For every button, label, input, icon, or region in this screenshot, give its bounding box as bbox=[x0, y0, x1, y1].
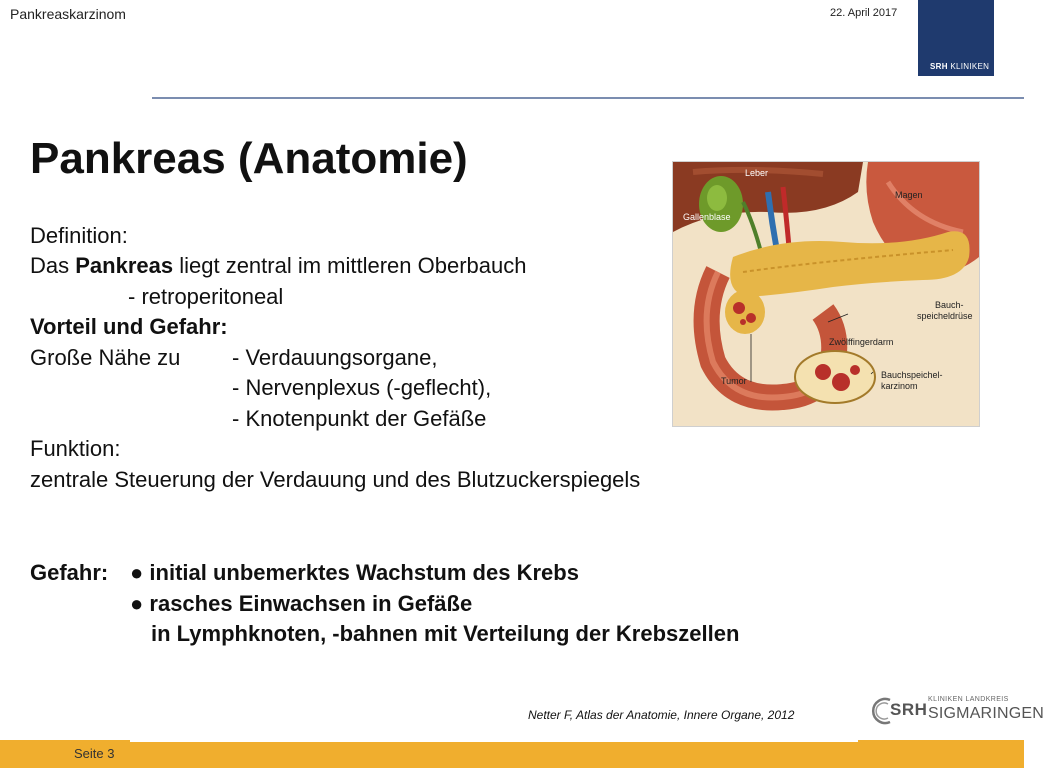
presentation-topic: Pankreaskarzinom bbox=[10, 6, 126, 22]
footer-bar bbox=[0, 740, 1024, 768]
carcinoma-spot bbox=[850, 365, 860, 375]
label-bauch-2: speicheldrüse bbox=[917, 311, 973, 321]
srh-kliniken-logo bbox=[918, 0, 994, 76]
naehe-item: - Verdauungsorgane, bbox=[232, 345, 438, 370]
label-magen: Magen bbox=[895, 190, 923, 200]
brand-bold: SRH bbox=[930, 62, 948, 71]
funktion-text: zentrale Steuerung der Verdauung und des Blutzuckerspiegels bbox=[30, 467, 641, 492]
slide-date: 22. April 2017 bbox=[830, 7, 898, 19]
gefahr-label: Gefahr: bbox=[30, 560, 109, 585]
label-karzinom-2: karzinom bbox=[881, 381, 918, 391]
naehe-label: Große Nähe zu bbox=[30, 345, 181, 370]
logo-srh-text: SRH bbox=[890, 700, 928, 719]
brand-rest: KLINIKEN bbox=[950, 62, 990, 71]
gefahr-item: ● initial unbemerktes Wachstum des Krebs bbox=[130, 560, 579, 585]
carcinoma-spot bbox=[832, 373, 850, 391]
funktion-label: Funktion: bbox=[30, 436, 121, 461]
footer-highlight-line bbox=[130, 740, 858, 742]
gefahr-item: in Lymphknoten, -bahnen mit Verteilung der Krebszellen bbox=[151, 621, 740, 646]
label-zwoelffingerdarm: Zwölffingerdarm bbox=[829, 337, 894, 347]
pancreas-head bbox=[725, 290, 765, 334]
header-divider bbox=[152, 97, 1024, 99]
label-tumor: Tumor bbox=[721, 376, 747, 386]
definition-pre: Das bbox=[30, 253, 76, 278]
definition-subpoint: - retroperitoneal bbox=[128, 284, 284, 309]
definition-text bbox=[30, 251, 526, 281]
logo-title: SIGMARINGEN bbox=[928, 705, 1044, 722]
srh-sigmaringen-logo bbox=[868, 692, 1044, 732]
carcinoma-spot bbox=[815, 364, 831, 380]
naehe-item: - Nervenplexus (-geflecht), bbox=[232, 375, 492, 400]
pancreas-anatomy-illustration bbox=[672, 161, 980, 427]
label-karzinom-1: Bauchspeichel- bbox=[881, 370, 943, 380]
gallbladder-highlight bbox=[707, 185, 727, 211]
definition-post: liegt zentral im mittleren Oberbauch bbox=[173, 253, 527, 278]
tumor-spot bbox=[746, 313, 756, 323]
anatomy-drawing bbox=[673, 162, 979, 426]
page-number: Seite 3 bbox=[74, 746, 115, 761]
label-bauch-1: Bauch- bbox=[935, 300, 964, 310]
definition-label: Definition: bbox=[30, 223, 128, 248]
slide-title: Pankreas (Anatomie) bbox=[30, 134, 468, 183]
logo-subtitle: KLINIKEN LANDKREIS bbox=[928, 696, 1009, 703]
naehe-item: - Knotenpunkt der Gefäße bbox=[232, 406, 487, 431]
source-citation: Netter F, Atlas der Anatomie, Innere Organe, 2012 bbox=[528, 708, 795, 722]
label-gallenblase: Gallenblase bbox=[683, 212, 731, 222]
gefahr-item: ● rasches Einwachsen in Gefäße bbox=[130, 591, 473, 616]
definition-bold: Pankreas bbox=[75, 253, 174, 278]
tumor-spot bbox=[733, 302, 745, 314]
vorteil-label: Vorteil und Gefahr: bbox=[30, 314, 228, 339]
label-leber: Leber bbox=[745, 168, 769, 178]
tumor-spot bbox=[740, 319, 746, 325]
